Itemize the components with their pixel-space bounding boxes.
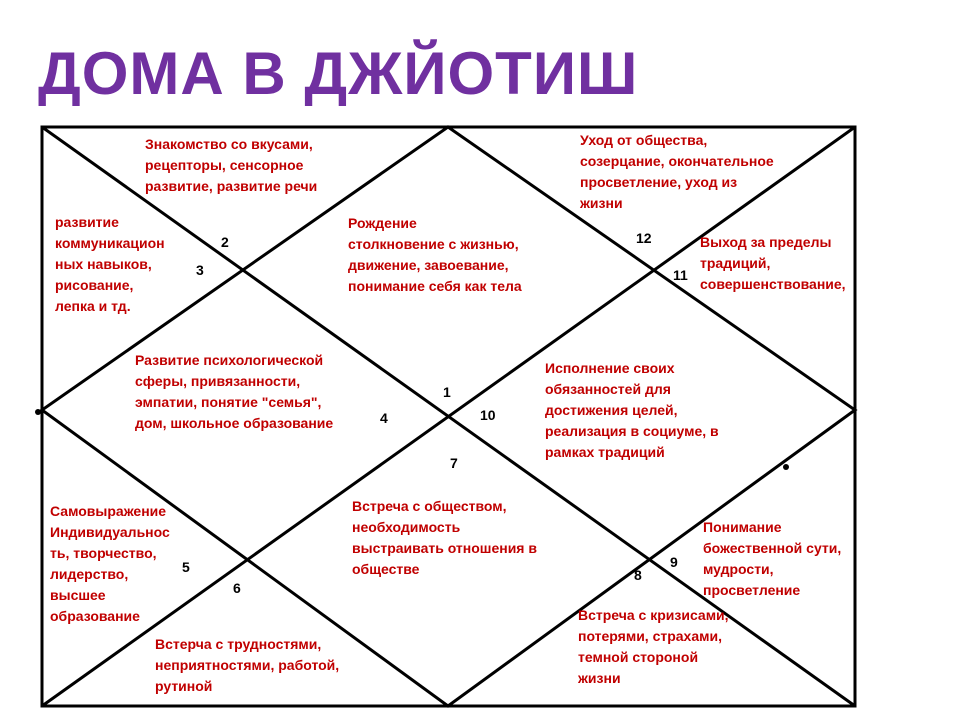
house-5-text: Самовыражение Индивидуальнос ть, творчество, лидерство, высшее образование: [50, 503, 170, 624]
right-vertex-dot: [783, 464, 789, 470]
house-1-number: 1: [443, 384, 451, 400]
house-10-number: 10: [480, 407, 496, 423]
house-12-number: 12: [636, 230, 652, 246]
page-title: ДОМА В ДЖЙОТИШ: [38, 40, 639, 107]
house-6-text: Встерча с трудностями, неприятностями, работой, рутиной: [155, 636, 340, 694]
house-11-number: 11: [673, 267, 688, 283]
house-9-number: 9: [670, 554, 678, 570]
left-vertex-dot: [35, 409, 41, 415]
house-8-text: Встреча с кризисами, потерями, страхами, темной стороной жизни: [578, 607, 729, 686]
house-12-text: Уход от общества, созерцание, окончательное просветление, уход из жизни: [580, 132, 774, 211]
house-11-text: Выход за пределы традиций, совершенствование,: [700, 234, 846, 292]
house-4-text: Развитие психологической сферы, привязанности, эмпатии, понятие "семья", дом, школьное образование: [135, 352, 334, 431]
house-3-number: 3: [196, 262, 204, 278]
house-7-text: Встреча с обществом, необходимость выстраивать отношения в обществе: [352, 498, 537, 577]
house-2-number: 2: [221, 234, 229, 250]
house-3-text: развитие коммуникацион ных навыков, рисование, лепка и тд.: [55, 214, 165, 314]
house-1-text: Рождение столкновение с жизнью, движение, завоевание, понимание себя как тела: [348, 215, 522, 294]
house-8-number: 8: [634, 567, 642, 583]
house-10-text: Исполнение своих обязанностей для достижения целей, реализация в социуме, в рамках традиций: [545, 360, 719, 460]
house-2-text: Знакомство со вкусами, рецепторы, сенсорное развитие, развитие речи: [145, 136, 318, 194]
house-7-number: 7: [450, 455, 458, 471]
house-4-number: 4: [380, 410, 388, 426]
house-6-number: 6: [233, 580, 241, 596]
house-9-text: Понимание божественной сути, мудрости, просветление: [703, 519, 842, 598]
house-5-number: 5: [182, 559, 190, 575]
